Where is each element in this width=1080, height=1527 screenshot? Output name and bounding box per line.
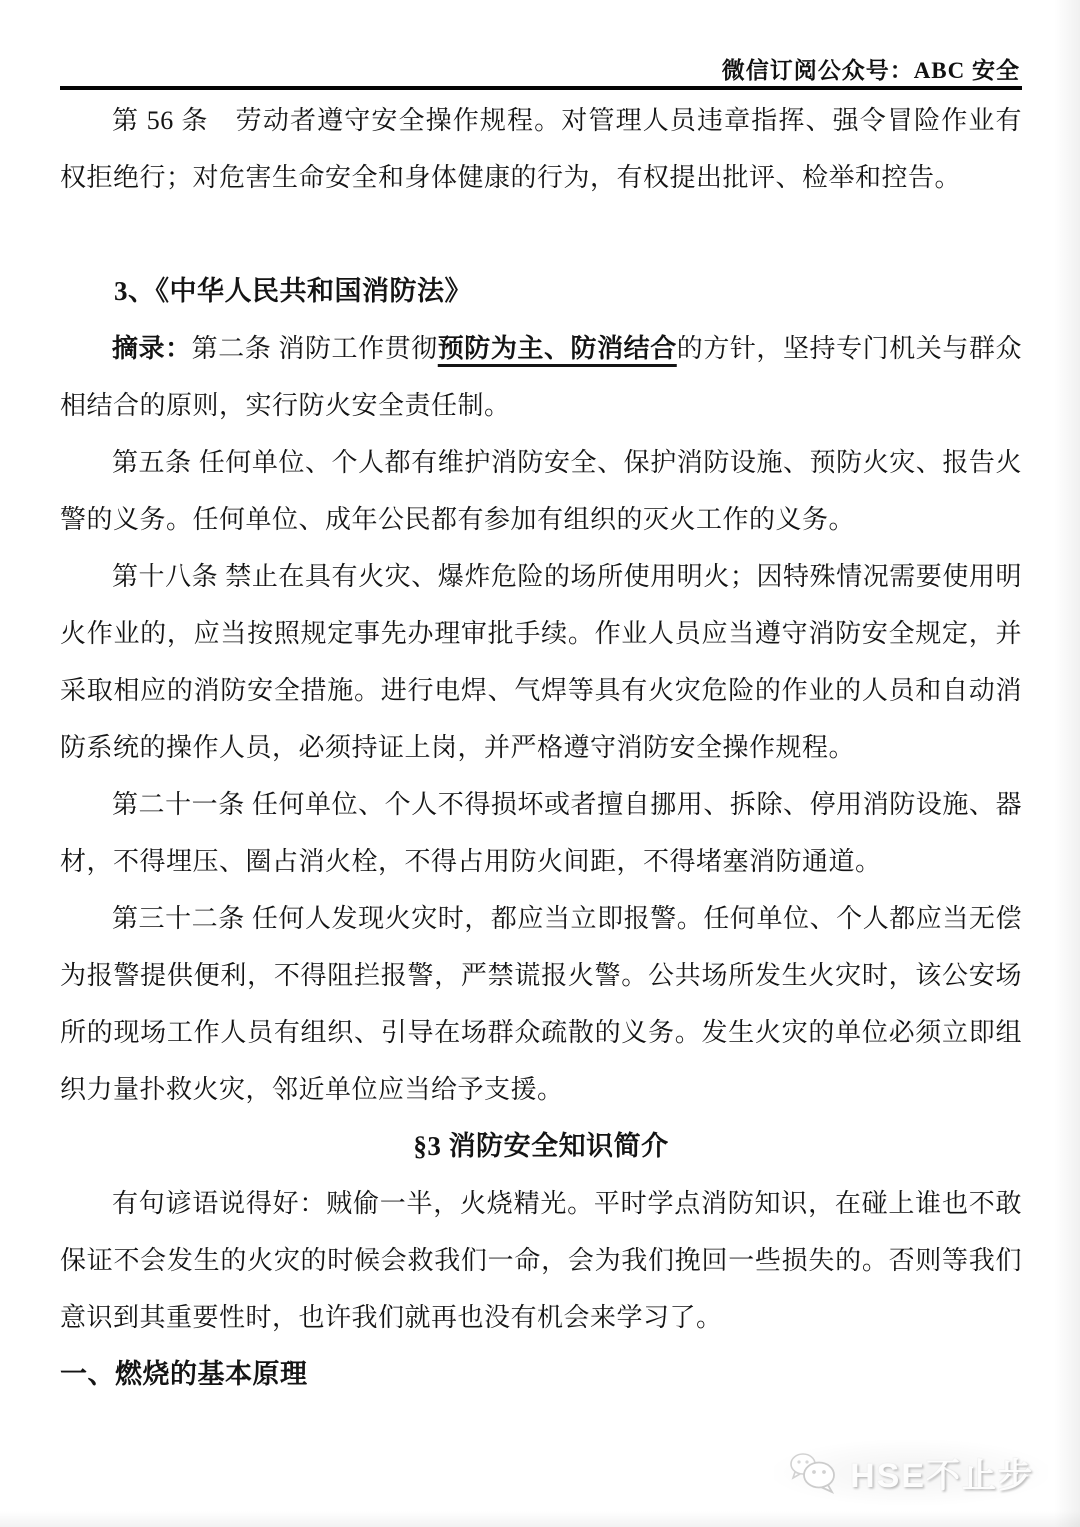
header-divider (60, 86, 1022, 90)
paragraph-article-5: 第五条 任何单位、个人都有维护消防安全、保护消防设施、预防火灾、报告火警的义务。任何单位、成年公民都有参加有组织的灭火工作的义务。 (60, 448, 1022, 534)
document-body (60, 92, 1022, 1403)
excerpt-label: 摘录： (112, 334, 192, 363)
paragraph-article-18: 第十八条 禁止在具有火灾、爆炸危险的场所使用明火；因特殊情况需要使用明火作业的，应当按照规定事先办理审批手续。作业人员应当遵守消防安全规定，并采取相应的消防安全措施。进行电焊、气焊等具有火灾危险的作业的人员和自动消防系统的操作人员，必须持证上岗，并严格遵守消防安全操作规程。 (60, 562, 1022, 762)
paragraph-article-56: 第 56 条 劳动者遵守安全操作规程。对管理人员违章指挥、强令冒险作业有权拒绝行；对危害生命安全和身体健康的行为，有权提出批评、检举和控告。 (60, 106, 1022, 192)
excerpt-emphasis-underlined: 预防为主、防消结合 (437, 334, 677, 363)
excerpt-text-tail: 的方针，坚持专门机关与群众相结合的原则，实行防火安全责任制。 (60, 334, 1022, 420)
paragraph-proverb-intro: 有句谚语说得好：贼偷一半，火烧精光。平时学点消防知识，在碰上谁也不敢保证不会发生的火灾的时候会救我们一命，会为我们挽回一些损失的。否则等我们意识到其重要性时，也许我们就再也没有机会来学习了。 (60, 1189, 1022, 1332)
heading-section-3-fire-safety-knowledge: §3 消防安全知识简介 (413, 1131, 669, 1161)
paragraph-article-21: 第二十一条 任何单位、个人不得损坏或者擅自挪用、拆除、停用消防设施、器材，不得埋压、圈占消火栓，不得占用防火间距，不得堵塞消防通道。 (60, 790, 1022, 876)
wechat-account-label: 微信订阅公众号：ABC 安全 (721, 58, 1020, 83)
watermark-text: HSE不止步 (850, 1457, 1034, 1495)
scan-edge-shading-bottom (0, 1511, 1080, 1527)
scan-edge-shading-right (1054, 0, 1080, 1527)
paragraph-article-32: 第三十二条 任何人发现火灾时，都应当立即报警。任何单位、个人都应当无偿为报警提供便利，不得阻拦报警，严禁谎报火警。公共场所发生火灾时，该公安场所的现场工作人员有组织、引导在场群众疏散的义务。发生火灾的单位必须立即组织力量扑救火灾，邻近单位应当给予支援。 (60, 904, 1022, 1104)
brand-watermark (774, 1440, 1048, 1505)
paragraph-excerpt-article-2 (60, 320, 1022, 434)
heading-fire-protection-law: 3、《中华人民共和国消防法》 (114, 276, 472, 306)
excerpt-text-lead: 第二条 消防工作贯彻 (191, 334, 438, 363)
heading-combustion-basic-principle: 一、燃烧的基本原理 (60, 1359, 308, 1389)
wechat-icon (788, 1451, 840, 1495)
